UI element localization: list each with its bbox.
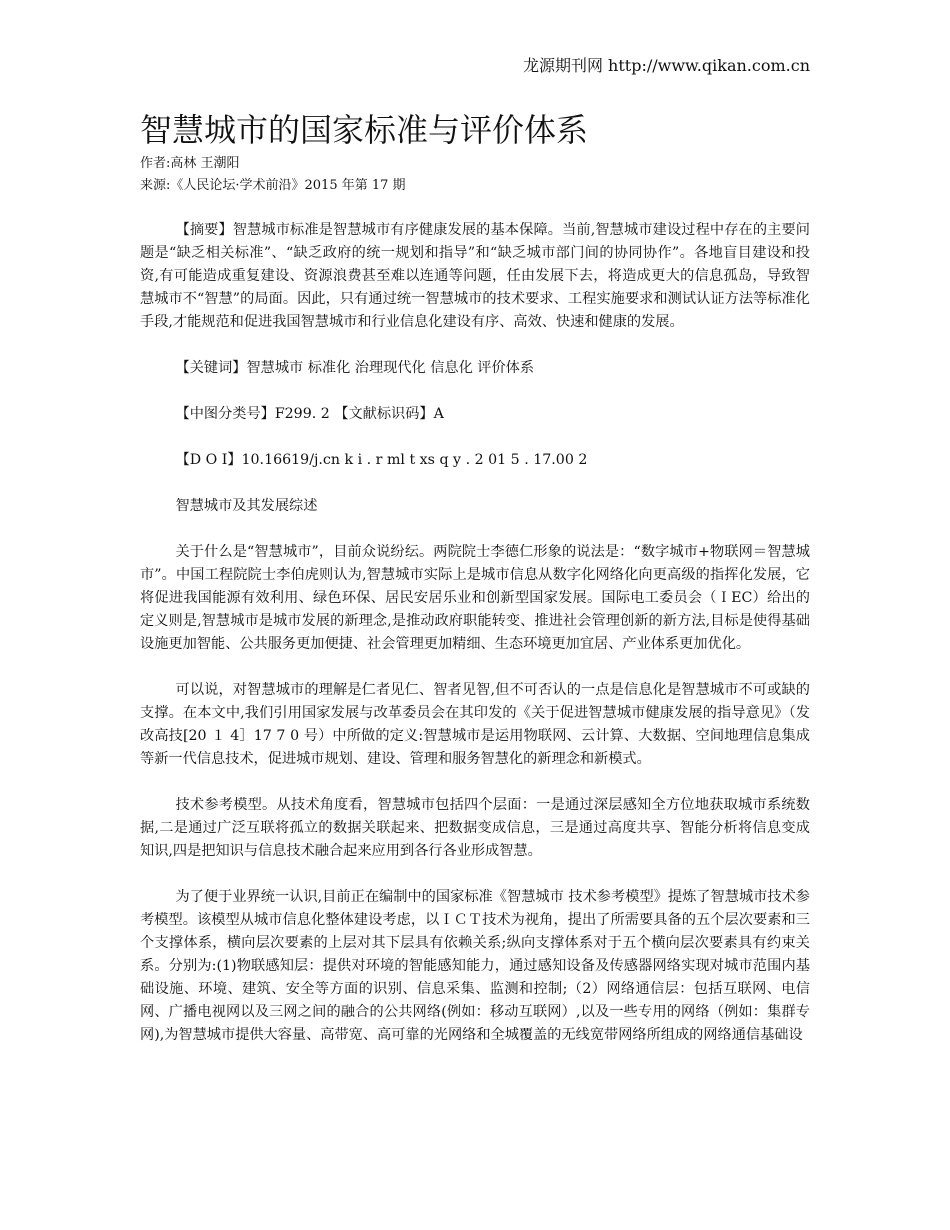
body-paragraph: 可以说，对智慧城市的理解是仁者见仁、智者见智,但不可否认的一点是信息化是智慧城市不可或缺的支撑。在本文中,我们引用国家发展与改革委员会在其印发的《关于促进智慧城市健康发展的指导意见》（发改高技[20 １ 4］17 7 0 号）中所做的定义:智慧城市是运用物联网、云计算、大数据、空间地理信息集成等新一代信息技术，促进城市规划、建设、管理和服务智慧化的新理念和新模式。	[140, 682, 810, 767]
classification: 【中图分类号】F299. 2 【文献标识码】A	[175, 406, 444, 422]
section-heading: 智慧城市及其发展综述	[175, 498, 318, 514]
article-source: 来源:《人民论坛·学术前沿》2015 年第 17 期	[140, 178, 406, 193]
article-author: 作者:高林 王潮阳	[140, 156, 240, 171]
article-title: 智慧城市的国家标准与评价体系	[140, 111, 589, 149]
article-body	[140, 219, 810, 1047]
site-header: 龙源期刊网 http://www.qikan.com.cn	[522, 56, 810, 75]
body-paragraph: 关于什么是“智慧城市”，目前众说纷纭。两院院士李德仁形象的说法是：“数字城市+物联网＝智慧城市”。中国工程院院士李伯虎则认为,智慧城市实际上是城市信息从数字化网络化向更高级的指挥化发展，它将促进我国能源有效利用、绿色环保、居民安居乐业和创新型国家发展。国际电工委员会（ＩEC）给出的定义则是,智慧城市是城市发展的新理念,是推动政府职能转变、推进社会管理创新的新方法,目标是使得基础设施更加智能、公共服务更加便捷、社会管理更加精细、生态环境更加宜居、产业体系更加优化。	[140, 544, 810, 652]
article	[140, 107, 810, 1070]
body-paragraph: 技术参考模型。从技术角度看，智慧城市包括四个层面：一是通过深层感知全方位地获取城市系统数据,二是通过广泛互联将孤立的数据关联起来、把数据变成信息，三是通过高度共享、智能分析将信息变成知识,四是把知识与信息技术融合起来应用到各行各业形成智慧。	[140, 797, 810, 859]
doi: 【D O I】10.16619/j.cn k i . r ml t xs q y . 2 01 5 . 17.00 2	[175, 452, 588, 468]
keywords: 【关键词】智慧城市 标准化 治理现代化 信息化 评价体系	[175, 360, 535, 376]
body-paragraph: 为了便于业界统一认识,目前正在编制中的国家标准《智慧城市 技术参考模型》提炼了智慧城市技术参考模型。该模型从城市信息化整体建设考虑，以ＩＣＴ技术为视角，提出了所需要具备的五个层次要素和三个支撑体系，横向层次要素的上层对其下层具有依赖关系;纵向支撑体系对于五个横向层次要素具有约束关系。分别为:(1)物联感知层：提供对环境的智能感知能力，通过感知设备及传感器网络实现对城市范围内基础设施、环境、建筑、安全等方面的识别、信息采集、监测和控制;（2）网络通信层：包括互联网、电信网、广播电视网以及三网之间的融合的公共网络(例如：移动互联网）,以及一些专用的网络（例如：集群专网),为智慧城市提供大容量、高带宽、高可靠的光网络和全城覆盖的无线宽带网络所组成的网络通信基础设	[140, 889, 810, 1043]
abstract: 【摘要】智慧城市标准是智慧城市有序健康发展的基本保障。当前,智慧城市建设过程中存在的主要问题是“缺乏相关标准”、“缺乏政府的统一规划和指导”和“缺乏城市部门间的协同协作”。各地盲目建设和投资,有可能造成重复建设、资源浪费甚至难以连通等问题，任由发展下去，将造成更大的信息孤岛，导致智慧城市不“智慧”的局面。因此，只有通过统一智慧城市的技术要求、工程实施要求和测试认证方法等标准化手段,才能规范和促进我国智慧城市和行业信息化建设有序、高效、快速和健康的发展。	[140, 222, 810, 330]
